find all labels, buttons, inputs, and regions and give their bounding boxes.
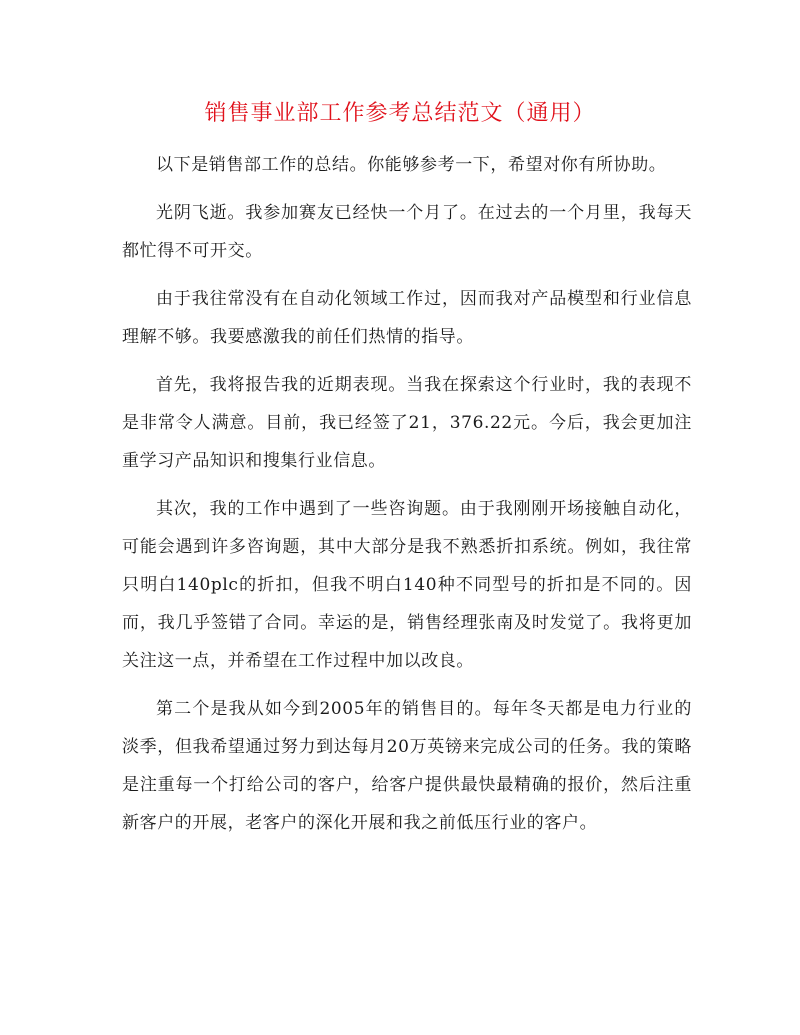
paragraph-goals: 第二个是我从如今到2005年的销售目的。每年冬天都是电力行业的淡季，但我希望通过努力到达每月20万英镑来完成公司的任务。我的策略是注重每一个打给公司的客户，给客户提供最快最精确的报价，然后注重新客户的开展，老客户的深化开展和我之前低压行业的客户。: [122, 699, 692, 833]
document-body: [122, 146, 692, 852]
paragraph-intro: 以下是销售部工作的总结。你能够参考一下，希望对你有所协助。: [156, 155, 667, 175]
paragraph-problems: 其次，我的工作中遇到了一些咨询题。由于我刚刚开场接触自动化，可能会遇到许多咨询题，其中大部分是我不熟悉折扣系统。例如，我往常只明白140plc的折扣，但我不明白140种不同型号的折扣是不同的。因而，我几乎签错了合同。幸运的是，销售经理张南及时发觉了。我将更加关注这一点，并希望在工作过程中加以改良。: [122, 499, 692, 671]
document-title: 销售事业部工作参考总结范文（通用）: [204, 101, 596, 126]
paragraph-time-passing: 光阴飞逝。我参加赛友已经快一个月了。在过去的一个月里，我每天都忙得不可开交。: [122, 203, 692, 261]
paragraph-performance: 首先，我将报告我的近期表现。当我在探索这个行业时，我的表现不是非常令人满意。目前，我已经签了21，376.22元。今后，我会更加注重学习产品知识和搜集行业信息。: [122, 375, 692, 471]
paragraph-background: 由于我往常没有在自动化领域工作过，因而我对产品模型和行业信息理解不够。我要感激我的前任们热情的指导。: [122, 289, 692, 347]
